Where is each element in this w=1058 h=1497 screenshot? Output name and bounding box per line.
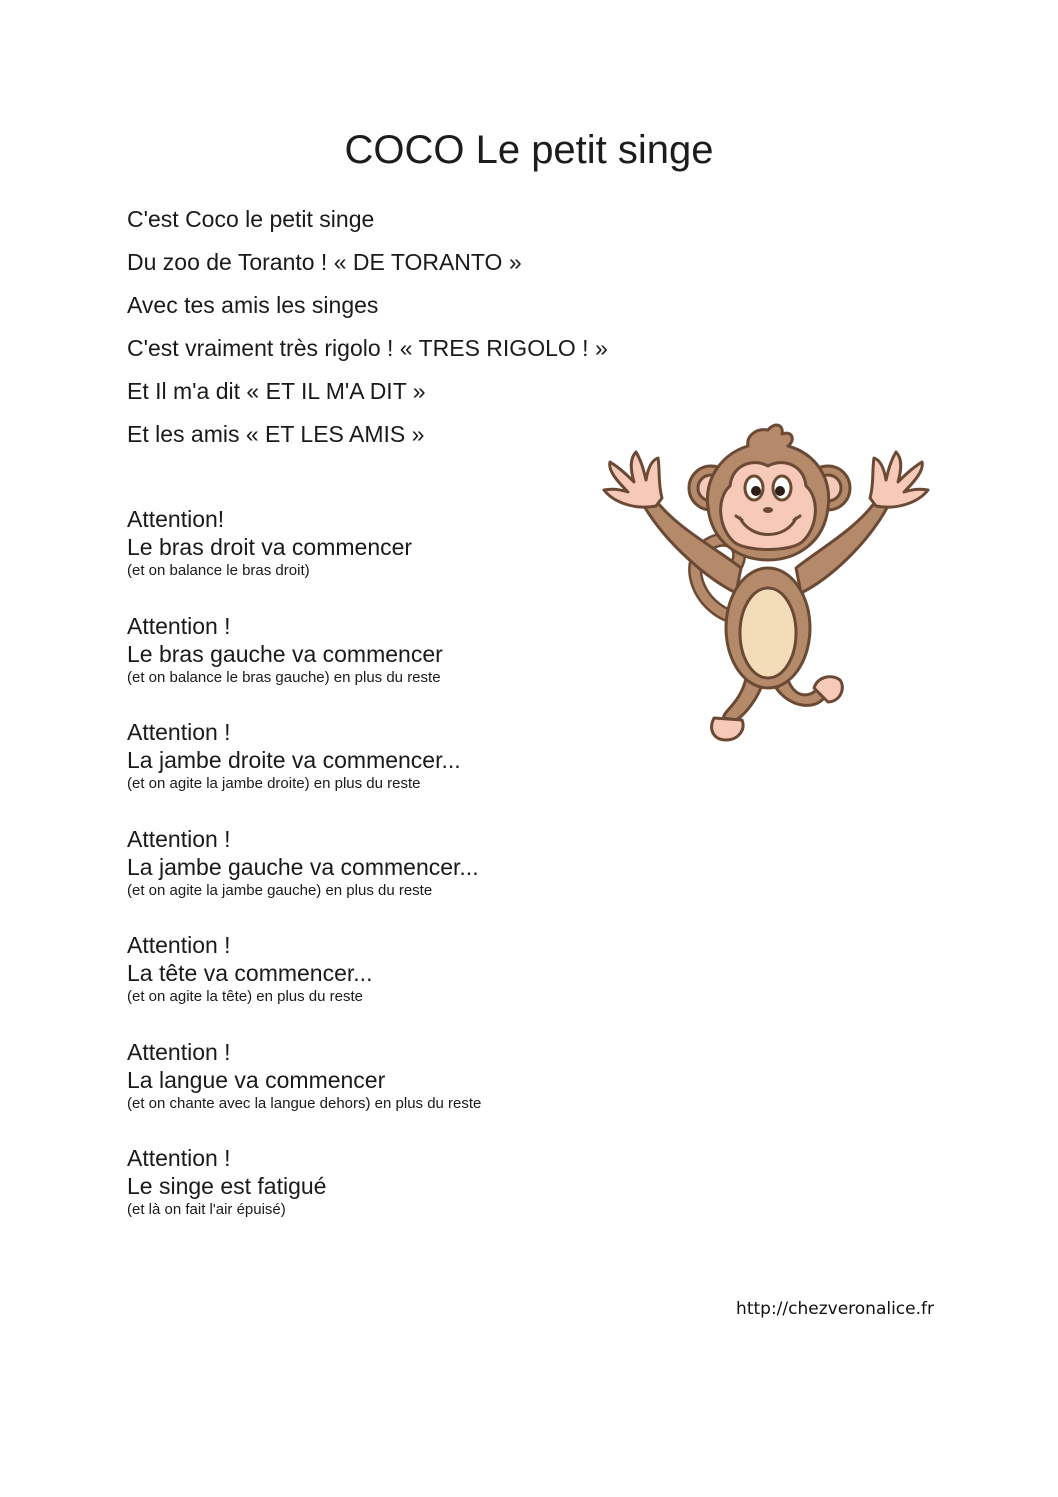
verse-line: Et les amis « ET LES AMIS » [127, 421, 425, 447]
stanza-attention: Attention ! [127, 719, 231, 745]
stanza-note: (et on chante avec la langue dehors) en plus du reste [127, 1094, 482, 1112]
stanza [127, 1145, 481, 1252]
stanza-attention: Attention ! [127, 1145, 231, 1171]
stanza-action: La tête va commencer... [127, 960, 373, 986]
stanza [127, 613, 481, 720]
verse-line: Du zoo de Toranto ! « DE TORANTO » [127, 249, 522, 275]
stanza-attention: Attention ! [127, 932, 231, 958]
stanza-action: La langue va commencer [127, 1066, 386, 1093]
verse-line: Et Il m'a dit « ET IL M'A DIT » [127, 378, 426, 404]
stanza-attention: Attention ! [127, 1038, 231, 1065]
stanza-attention: Attention ! [127, 825, 231, 852]
stanza [127, 719, 481, 826]
stanza [127, 932, 481, 1039]
stanza-note: (et on agite la jambe gauche) en plus du reste [127, 881, 433, 899]
stanza [127, 1039, 481, 1146]
monkey-illustration [596, 418, 936, 748]
stanza-note: (et on agite la tête) en plus du reste [127, 988, 363, 1005]
stanza-action: Le bras gauche va commencer [127, 640, 443, 667]
stanza-note: (et on balance le bras gauche) en plus du reste [127, 668, 441, 686]
stanza-action: Le singe est fatigué [127, 1173, 327, 1199]
stanza-note: (et là on fait l'air épuisé) [127, 1201, 286, 1218]
verse-block [127, 203, 608, 461]
stanza-action: Le bras droit va commencer [127, 534, 413, 560]
verse-line: Avec tes amis les singes [127, 292, 379, 318]
verse-line: C'est vraiment très rigolo ! « TRES RIGOLO ! » [127, 335, 608, 361]
source-url: http://chezveronalice.fr [736, 1299, 934, 1319]
stanza-note: (et on agite la jambe droite) en plus du reste [127, 775, 421, 792]
stanza-list [127, 506, 481, 1252]
stanza-attention: Attention ! [127, 612, 231, 639]
stanza-action: La jambe gauche va commencer... [127, 853, 479, 880]
stanza-action: La jambe droite va commencer... [127, 747, 461, 773]
stanza-note: (et on balance le bras droit) [127, 562, 310, 579]
stanza [127, 506, 481, 613]
verse-line: C'est Coco le petit singe [127, 206, 375, 232]
stanza [127, 826, 481, 933]
song-title: COCO Le petit singe [344, 128, 714, 172]
stanza-attention: Attention! [127, 506, 225, 532]
